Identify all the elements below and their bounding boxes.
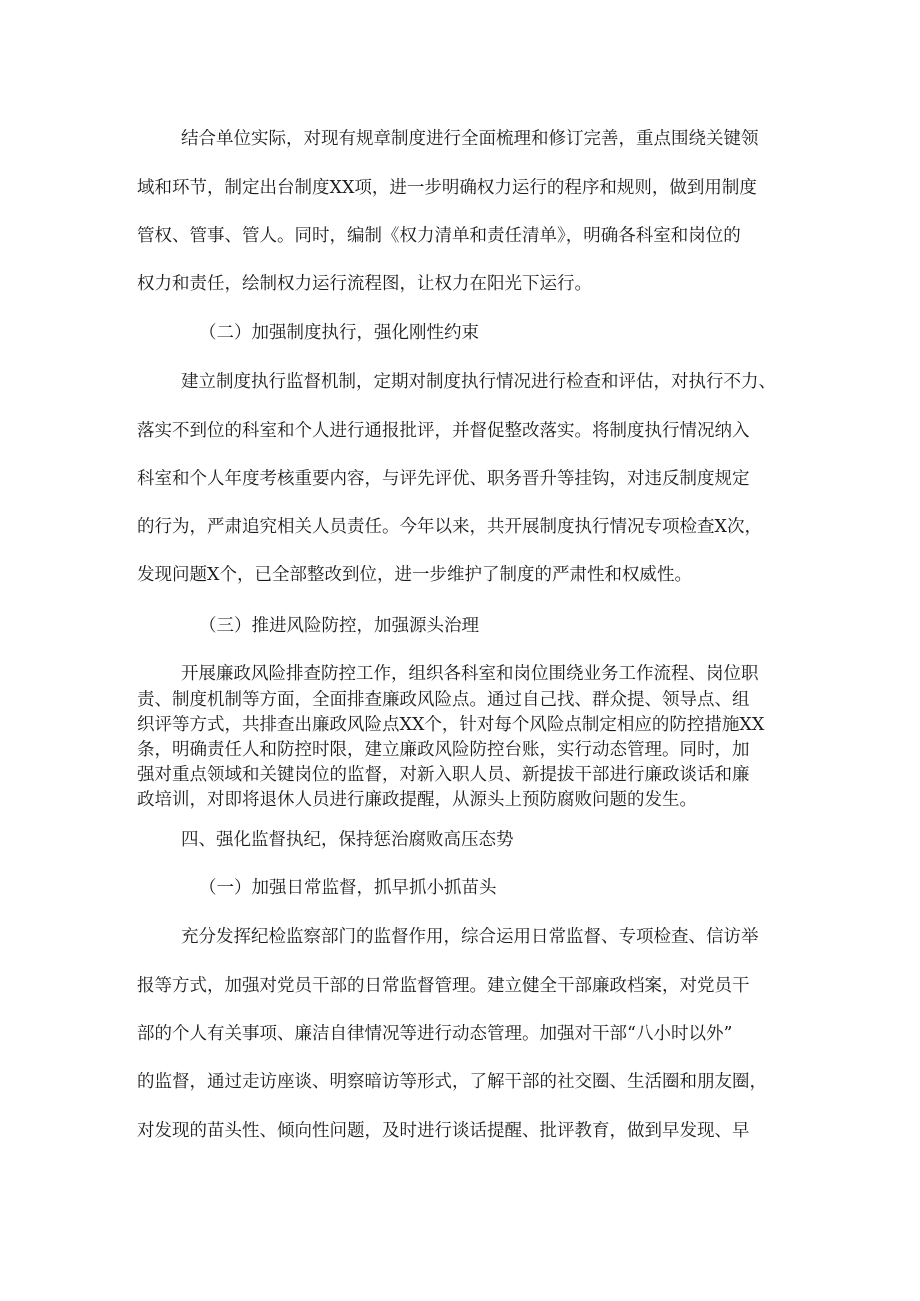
section-heading: 四、强化监督执纪，保持惩治腐败高压态势	[181, 830, 514, 850]
paragraph-line: 部的个人有关事项、廉洁自律情况等进行动态管理。加强对干部“八小时以外”	[137, 1024, 733, 1044]
subsection-heading: （二）加强制度执行，强化刚性约束	[199, 323, 479, 343]
paragraph-line: 政培训，对即将退休人员进行廉政提醒，从源头上预防腐败问题的发生。	[137, 790, 697, 810]
subsection-heading: （一）加强日常监督，抓早抓小抓苗头	[199, 878, 497, 898]
paragraph-line: 对发现的苗头性、倾向性问题，及时进行谈话提醒、批评教育，做到早发现、早	[137, 1121, 750, 1141]
subsection-heading: （三）推进风险防控，加强源头治理	[199, 616, 479, 636]
paragraph-line: 管权、管事、管人。同时，编制《权力清单和责任清单》，明确各科室和岗位的	[137, 226, 741, 246]
paragraph-line: 开展廉政风险排查防控工作，组织各科室和岗位围绕业务工作流程、岗位职	[181, 664, 759, 684]
paragraph-line: 权力和责任，绘制权力运行流程图，让权力在阳光下运行。	[137, 274, 592, 294]
paragraph-line: 责、制度机制等方面，全面排查廉政风险点。通过自己找、群众提、领导点、组	[137, 690, 750, 710]
paragraph-line: 报等方式，加强对党员干部的日常监督管理。建立健全干部廉政档案，对党员干	[137, 976, 750, 996]
paragraph-line: 落实不到位的科室和个人进行通报批评，并督促整改落实。将制度执行情况纳入	[137, 421, 750, 441]
paragraph-line: 条，明确责任人和防控时限，建立廉政风险防控台账，实行动态管理。同时，加	[137, 740, 750, 760]
paragraph-line: 建立制度执行监督机制，定期对制度执行情况进行检查和评估，对执行不力、	[181, 372, 776, 392]
paragraph-line: 科室和个人年度考核重要内容，与评先评优、职务晋升等挂钩，对违反制度规定	[137, 469, 750, 489]
paragraph-line: 强对重点领域和关键岗位的监督，对新入职人员、新提拔干部进行廉政谈话和廉	[137, 765, 750, 785]
paragraph-line: 的行为，严肃追究相关人员责任。今年以来，共开展制度执行情况专项检查X次，	[137, 517, 762, 537]
paragraph-line: 发现问题X个，已全部整改到位，进一步维护了制度的严肃性和权威性。	[137, 565, 692, 585]
paragraph-line: 充分发挥纪检监察部门的监督作用，综合运用日常监督、专项检查、信访举	[181, 927, 759, 947]
paragraph-line: 织评等方式，共排查出廉政风险点XX个，针对每个风险点制定相应的防控措施XX	[137, 715, 765, 735]
paragraph-line: 域和环节，制定出台制度XX项，进一步明确权力运行的程序和规则，做到用制度	[137, 178, 757, 198]
paragraph-line: 结合单位实际，对现有规章制度进行全面梳理和修订完善，重点围绕关键领	[181, 129, 759, 149]
paragraph-line: 的监督，通过走访座谈、明察暗访等形式，了解干部的社交圈、生活圈和朋友圈，	[137, 1072, 767, 1092]
